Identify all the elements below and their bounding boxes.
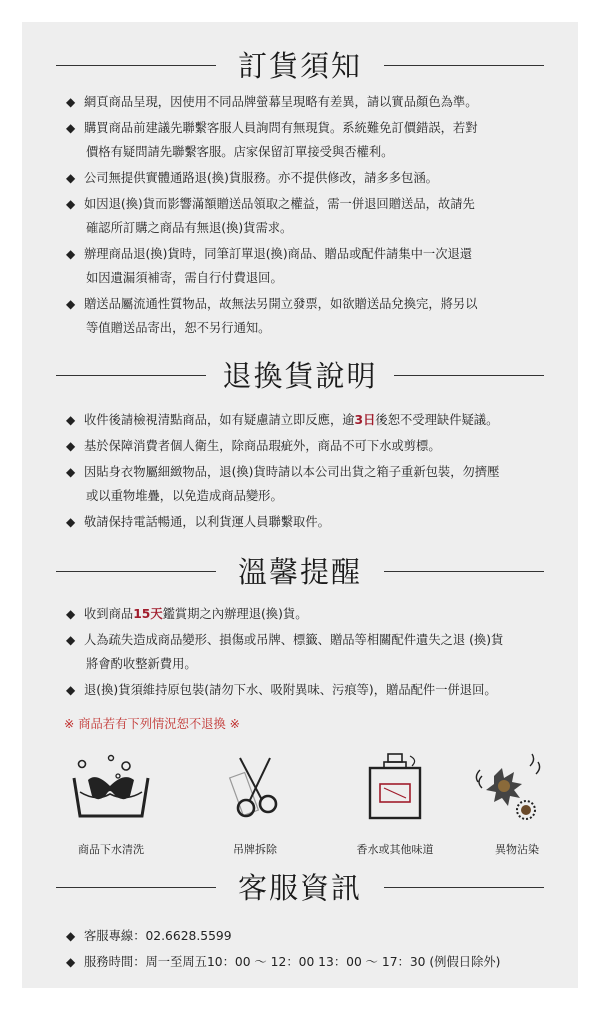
list-item: ◆ 敬請保持電話暢通，以利貨運人員聯繫取件。 xyxy=(66,510,546,534)
order-notice-heading xyxy=(22,46,578,86)
list-item: ◆ 收件後請檢視清點商品，如有疑慮請立即反應，逾3日後恕不受理缺件疑議。 xyxy=(66,408,546,432)
hours-item xyxy=(66,950,546,974)
list-item: ◆ 公司無提供實體通路退(換)貨服務。亦不提供修改，請多多包涵。 xyxy=(66,166,546,190)
list-item: ◆ 退(換)貨須維持原包裝(請勿下水、吸附異味、污痕等)，贈品配件一併退回。 xyxy=(66,678,546,702)
hotline-text: 客服專線：02.6628.5599 xyxy=(84,929,232,943)
condition-label: 吊牌拆除 xyxy=(233,843,277,856)
return-info-heading xyxy=(22,356,578,396)
reminder-heading xyxy=(22,552,578,592)
diamond-bullet-icon: ◆ xyxy=(66,95,76,109)
condition-label: 香水或其他味道 xyxy=(356,843,434,856)
customer-service-title: 客服資訊 xyxy=(237,871,362,905)
reminder-title: 溫馨提醒 xyxy=(237,555,362,589)
list-item: ◆ 基於保障消費者個人衛生，除商品瑕疵外，商品不可下水或剪標。 xyxy=(66,434,546,458)
list-item: ◆ 因貼身衣物屬細緻物品，退(換)貨時請以本公司出貨之箱子重新包裝，勿擠壓 或以重物堆疊，以免造成商品變形。 xyxy=(66,460,546,508)
stain-icon xyxy=(472,752,562,822)
list-item: ◆ 如因退(換)貨而影響滿額贈送品領取之權益，需一併退回贈送品，故請先 確認所訂購之商品有無退(換)貨需求。 xyxy=(66,192,546,240)
condition-label: 商品下水清洗 xyxy=(78,843,144,856)
return-info-title: 退換貨說明 xyxy=(222,359,378,393)
diamond-bullet-icon: ◆ xyxy=(66,247,76,261)
hotline-item xyxy=(66,924,546,948)
diamond-bullet-icon: ◆ xyxy=(66,515,76,529)
diamond-bullet-icon: ◆ xyxy=(66,439,76,453)
perfume-bottle-icon xyxy=(350,752,440,822)
info-panel xyxy=(22,22,578,988)
list-item: ◆ 購買商品前建議先聯繫客服人員詢問有無現貨。系統難免訂價錯誤，若對 價格有疑問請先聯繫客服。店家保留訂單接受與否權利。 xyxy=(66,116,546,164)
diamond-bullet-icon: ◆ xyxy=(66,171,76,185)
diamond-bullet-icon: ◆ xyxy=(66,297,76,311)
list-item: ◆ 收到商品15天鑑賞期之內辦理退(換)貨。 xyxy=(66,602,546,626)
list-item: ◆ 網頁商品呈現，因使用不同品牌螢幕呈現略有差異，請以實品顏色為準。 xyxy=(66,90,546,114)
diamond-bullet-icon: ◆ xyxy=(66,929,76,943)
diamond-bullet-icon: ◆ xyxy=(66,465,76,479)
no-return-note: ※ 商品若有下列情況恕不退換 ※ xyxy=(64,717,240,731)
diamond-bullet-icon: ◆ xyxy=(66,607,76,621)
list-item: ◆ 贈送品屬流通性質物品，故無法另開立發票，如欲贈送品兌換完，將另以 等值贈送品寄出，恕不另行通知。 xyxy=(66,292,546,340)
bra-washing-icon xyxy=(66,752,156,822)
diamond-bullet-icon: ◆ xyxy=(66,413,76,427)
diamond-bullet-icon: ◆ xyxy=(66,197,76,211)
diamond-bullet-icon: ◆ xyxy=(66,955,76,969)
list-item: ◆ 人為疏失造成商品變形、損傷或吊牌、標籤、贈品等相關配件遺失之退 (換)貨 將會酌收整新費用。 xyxy=(66,628,546,676)
diamond-bullet-icon: ◆ xyxy=(66,683,76,697)
customer-service-heading xyxy=(22,868,578,908)
highlight-days: 15天 xyxy=(133,607,163,621)
condition-label: 異物沾染 xyxy=(495,843,539,856)
diamond-bullet-icon: ◆ xyxy=(66,633,76,647)
diamond-bullet-icon: ◆ xyxy=(66,121,76,135)
order-notice-title: 訂貨須知 xyxy=(237,49,362,83)
highlight-days: 3日 xyxy=(354,413,376,427)
list-item: ◆ 辦理商品退(換)貨時，同筆訂單退(換)商品、贈品或配件請集中一次退還 如因遺漏須補寄，需自行付費退回。 xyxy=(66,242,546,290)
scissors-tag-icon xyxy=(210,752,300,822)
hours-text: 服務時間：周一至周五10：00 ～ 12：00 13：00 ～ 17：30 (例假日除外) xyxy=(84,955,501,969)
